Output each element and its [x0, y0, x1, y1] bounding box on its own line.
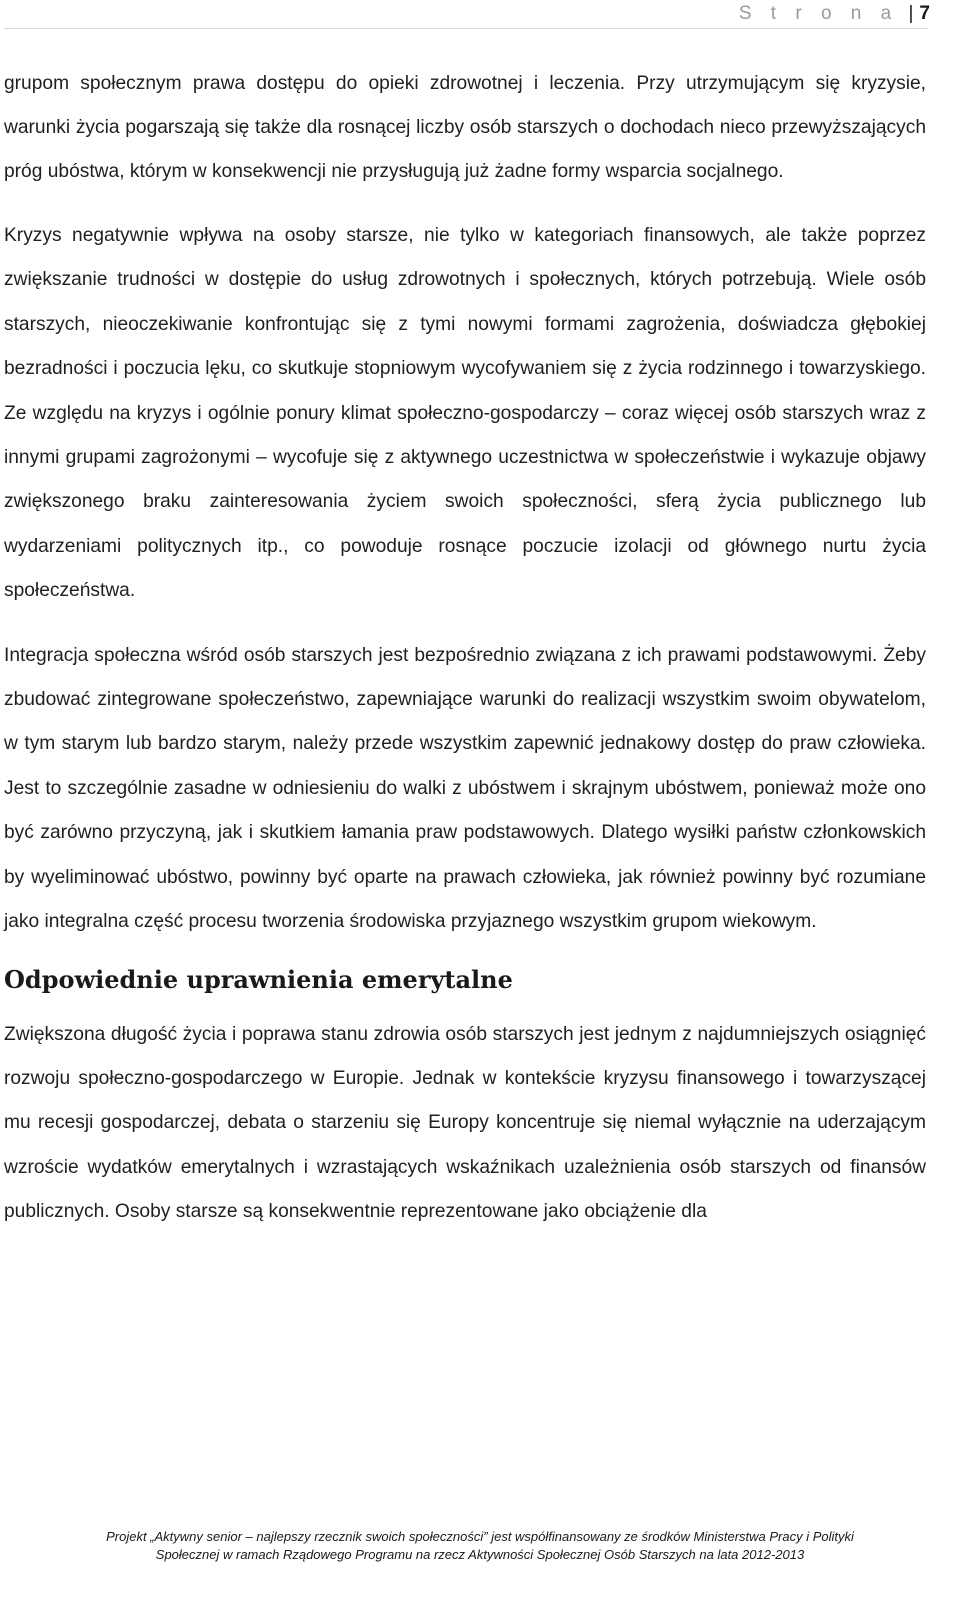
document-body	[4, 62, 926, 1235]
paragraph-spacer	[4, 614, 926, 634]
section-heading: Odpowiednie uprawnienia emerytalne	[4, 964, 513, 994]
page-header	[0, 0, 960, 30]
page-footer	[0, 1528, 960, 1564]
footer-line-1: Projekt „Aktywny senior – najlepszy rzecznik swoich społeczności” jest współfinansowany ze środków Ministerstwa Pracy i Polityki	[106, 1529, 854, 1544]
paragraph-2: Kryzys negatywnie wpływa na osoby starsze, nie tylko w kategoriach finansowych, ale także poprzez zwiększanie trudności w dostępie do usług zdrowotnych i społecznych, których potrzebują. Wiele osób starszych, nieoczekiwanie konfrontując się z tymi nowymi formami zagrożenia, doświadcza głębokiej bezradności i poczucia lęku, co skutkuje stopniowym wycofywaniem się z życia rodzinnego i towarzyskiego. Ze względu na kryzys i ogólnie ponury klimat społeczno-gospodarczy – coraz więcej osób starszych wraz z innymi grupami zagrożonymi – wycofuje się z aktywnego uczestnictwa w społeczeństwie i wykazuje objawy zwiększonego braku zainteresowania życiem swoich społeczności, sferą życia publicznego lub wydarzeniami politycznych itp., co powoduje rosnące poczucie izolacji od głównego nurtu życia społeczeństwa.	[4, 225, 926, 602]
header-divider	[4, 28, 928, 29]
paragraph-4: Zwiększona długość życia i poprawa stanu zdrowia osób starszych jest jednym z najdumniejszych osiągnięć rozwoju społeczno-gospodarczego w Europie. Jednak w kontekście kryzysu finansowego i towarzyszącej mu recesji gospodarczej, debata o starzeniu się Europy koncentruje się niemal wyłącznie na uderzającym wzroście wydatków emerytalnych i wzrastających wskaźnikach uzależnienia osób starszych od finansów publicznych. Osoby starsze są konsekwentnie reprezentowane jako obciążenie dla	[4, 1023, 926, 1223]
page-number: 7	[919, 3, 930, 24]
page-label-separator: |	[908, 3, 914, 24]
page-number-label	[739, 3, 930, 25]
paragraph-spacer	[4, 194, 926, 214]
paragraph-3: Integracja społeczna wśród osób starszych jest bezpośrednio związana z ich prawami podstawowymi. Żeby zbudować zintegrowane społeczeństwo, zapewniające warunki do realizacji wszystkim swoim obywatelom, w tym starym lub bardzo starym, należy przede wszystkim zapewnić jednakowy dostęp do praw człowieka. Jest to szczególnie zasadne w odniesieniu do walki z ubóstwem i skrajnym ubóstwem, ponieważ może ono być zarówno przyczyną, jak i skutkiem łamania praw podstawowych. Dlatego wysiłki państw członkowskich by wyeliminować ubóstwo, powinny być oparte na prawach człowieka, jak również powinny być rozumiane jako integralna część procesu tworzenia środowiska przyjaznego wszystkim grupom wiekowym.	[4, 644, 926, 933]
footer-line-2: Społecznej w ramach Rządowego Programu na rzecz Aktywności Społecznej Osób Starszych na lata 2012-2013	[155, 1547, 805, 1562]
page-label-text: S t r o n a	[738, 3, 899, 24]
paragraph-1: grupom społecznym prawa dostępu do opieki zdrowotnej i leczenia. Przy utrzymującym się kryzysie, warunki życia pogarszają się także dla rosnącej liczby osób starszych o dochodach nieco przewyższających próg ubóstwa, którym w konsekwencji nie przysługują już żadne formy wsparcia socjalnego.	[4, 73, 926, 182]
